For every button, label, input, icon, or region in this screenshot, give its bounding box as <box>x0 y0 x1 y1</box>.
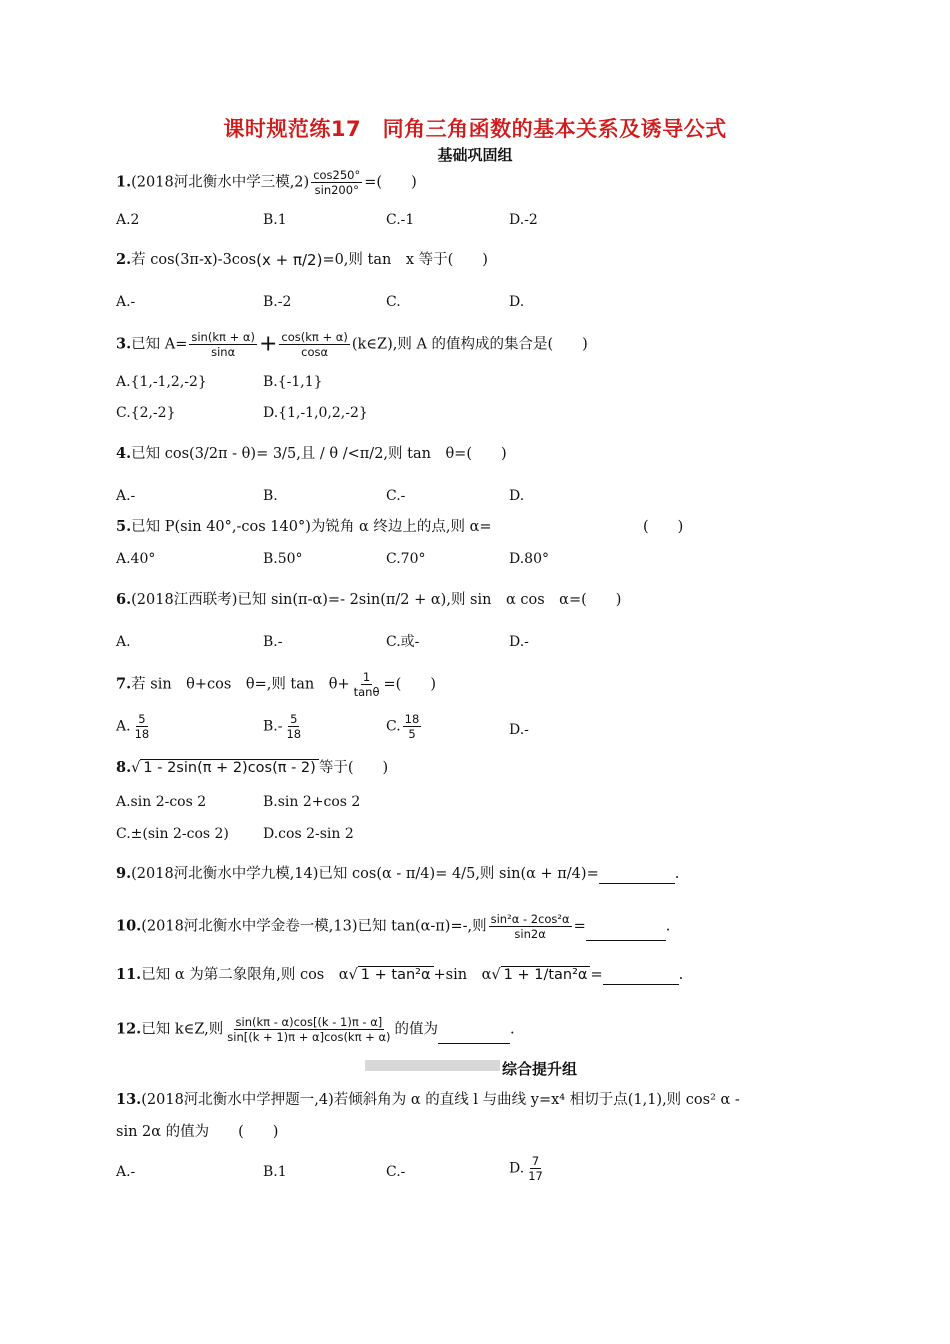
question-tail: (k∈Z),则 A 的值构成的集合是( ) <box>351 336 588 353</box>
question-2 <box>116 250 488 270</box>
question-tail: =( ) <box>383 676 436 693</box>
option-label: D. <box>509 1160 525 1177</box>
option-a: A.{1,-1,2,-2} <box>116 374 207 390</box>
numerator: 1 <box>362 670 371 684</box>
option-d: D.- <box>509 634 529 650</box>
question-text: 已知 k∈Z,则 <box>141 1021 224 1038</box>
option-label: B.- <box>263 718 283 735</box>
option-c: C. <box>386 294 401 310</box>
denominator: 5 <box>408 727 416 741</box>
math-expression: = 3/5 <box>256 446 297 462</box>
option-a: A.40° <box>116 551 156 567</box>
numerator: cos(kπ + α) <box>281 330 348 344</box>
denominator: 18 <box>286 727 302 741</box>
answer-blank[interactable] <box>438 1027 510 1044</box>
option-c: C.或- <box>386 634 420 650</box>
option-a <box>116 712 153 741</box>
option-c: C.±(sin 2-cos 2) <box>116 826 229 842</box>
question-text: ,则 sin <box>475 866 521 882</box>
fraction <box>489 912 572 941</box>
question-text: 已知 cos <box>131 446 190 462</box>
denominator: sinα <box>211 345 236 359</box>
question-number: 11. <box>116 966 142 983</box>
answer-blank[interactable] <box>599 867 675 884</box>
option-d: D. <box>509 294 525 310</box>
denominator: sin200° <box>314 183 359 197</box>
question-text: (2018河北衡水中学九模,14)已知 cos <box>131 866 377 882</box>
option-b: B.50° <box>263 551 303 567</box>
question-12: 12.已知 k∈Z,则 $\frac{\sin(k\pi - \alpha)\cos[(k - 1)\pi - \alpha]}{\sin[(k + 1)\pi + \alpha]\cos(k\pi + \alpha)}$ 的值为 . <box>116 1015 515 1044</box>
option-a: A.- <box>116 488 136 504</box>
question-11: 11.已知 α 为第二象限角,则 cos α√ 1 + tan²α +sin α√ 1 + 1/tan²α = . <box>116 966 684 983</box>
math-expression: (π/2 + α) <box>380 592 447 608</box>
question-5 <box>116 517 492 537</box>
question-tail: 等于( ) <box>318 760 389 776</box>
question-tail: = <box>586 866 599 882</box>
question-number: 7. <box>116 675 132 693</box>
option-b: B.-2 <box>263 294 292 310</box>
option-label: C. <box>386 718 401 735</box>
question-10: 10.(2018河北衡水中学金卷一模,13)已知 tan(α-π)=-,则 $\frac{\text{sin²α - 2cos²α}}{\sin 2\alpha}$ = . <box>116 912 671 941</box>
fraction <box>284 712 303 741</box>
question-3 <box>116 330 588 359</box>
fraction <box>403 712 422 741</box>
question-9: 9.(2018河北衡水中学九模,14)已知 cos(α - π/4)= 4/5,则 sin(α + π/4)= . <box>116 865 680 882</box>
question-13 <box>116 1090 740 1110</box>
question-tail: = <box>590 967 603 983</box>
option-b: B.1 <box>263 1164 287 1180</box>
math-expression: = 4/5 <box>435 866 476 882</box>
sqrt-sign: √ <box>131 760 141 776</box>
question-text: 已知 A= <box>131 336 188 353</box>
numerator: sin(kπ - α)cos[(k - 1)π - α] <box>235 1015 383 1029</box>
question-number: 12. <box>116 1020 142 1038</box>
option-a: A.2 <box>116 212 140 228</box>
denominator: tanθ <box>353 685 380 699</box>
option-c: C.{2,-2} <box>116 405 176 421</box>
option-d: D.cos 2-sin 2 <box>263 826 354 842</box>
option-b: B.sin 2+cos 2 <box>263 794 361 810</box>
option-d: D.-2 <box>509 212 538 228</box>
fraction <box>133 712 152 741</box>
section-heading-basic: 基础巩固组 <box>437 146 513 164</box>
section-heading-advanced: 综合提升组 <box>502 1060 578 1078</box>
fraction <box>189 330 257 359</box>
numerator: sin²α - 2cos²α <box>490 912 570 926</box>
fraction <box>526 1154 545 1183</box>
question-text: 已知 P(sin 40°,-cos 140°)为锐角 α 终边上的点,则 α= <box>131 519 492 535</box>
question-text: 若 sin θ+cos θ=,则 tan θ+ <box>131 676 350 693</box>
option-d <box>509 1154 547 1183</box>
question-7 <box>116 670 436 699</box>
question-number: 8. <box>116 759 132 776</box>
question-number: 6. <box>116 591 132 608</box>
math-expression: (α - π/4) <box>376 866 436 882</box>
option-b: B.{-1,1} <box>263 374 323 390</box>
question-tail: =0,则 tan x 等于( ) <box>322 252 488 268</box>
option-c: C.70° <box>386 551 426 567</box>
denominator: 17 <box>528 1169 543 1183</box>
question-text: 若 cos(3π-x)-3cos <box>131 252 257 268</box>
question-number: 1. <box>116 173 132 191</box>
numerator: 5 <box>138 712 146 726</box>
numerator: cos250° <box>313 168 361 182</box>
option-b <box>263 712 305 741</box>
option-d: D.- <box>509 722 529 738</box>
question-text: 已知 α 为第二象限角,则 cos α <box>141 967 349 983</box>
question-number: 13. <box>116 1091 142 1108</box>
answer-blank[interactable] <box>586 924 666 941</box>
numerator: sin(kπ + α) <box>191 330 255 344</box>
option-d: D. <box>509 488 525 504</box>
option-a: A.- <box>116 1164 136 1180</box>
option-b: B. <box>263 488 278 504</box>
numerator: 7 <box>531 1154 540 1168</box>
fraction <box>279 330 349 359</box>
question-8 <box>116 758 388 778</box>
option-a: A.- <box>116 294 136 310</box>
radicand: 1 + 1/tan²α <box>501 966 591 983</box>
answer-paren: ( ) <box>643 519 684 535</box>
question-tail: ,且 / θ /<π/2,则 tan θ=( ) <box>296 446 507 462</box>
question-13-line-2: sin 2α 的值为 ( ) <box>116 1124 279 1140</box>
question-number: 2. <box>116 251 132 268</box>
fraction <box>225 1015 392 1044</box>
option-c: C.- <box>386 488 406 504</box>
question-text: +sin α <box>433 967 492 983</box>
question-number: 3. <box>116 335 132 353</box>
question-text: (2018河北衡水中学金卷一模,13)已知 tan(α-π)=-,则 <box>141 918 487 935</box>
option-c <box>386 712 423 741</box>
question-number: 4. <box>116 445 132 462</box>
numerator: 5 <box>290 712 298 726</box>
radicand: 1 + tan²α <box>358 966 434 983</box>
page-title: 课时规范练17 同角三角函数的基本关系及诱导公式 <box>223 117 727 141</box>
question-number: 10. <box>116 917 142 935</box>
question-tail: ,则 sin α cos α=( ) <box>446 592 622 608</box>
option-b: B.1 <box>263 212 287 228</box>
question-source: (2018河北衡水中学三模,2) <box>131 174 310 191</box>
numerator: 18 <box>404 712 420 726</box>
option-d: D.80° <box>509 551 549 567</box>
denominator: sin2α <box>514 927 546 941</box>
radicand: 1 - 2sin(π + 2)cos(π - 2) <box>140 759 318 776</box>
question-4 <box>116 444 507 464</box>
question-tail: =( ) <box>364 174 417 191</box>
option-label: A. <box>116 718 131 735</box>
question-text: (2018江西联考)已知 sin(π-α)=- 2sin <box>131 592 381 608</box>
sqrt-sign: √ <box>491 967 501 983</box>
question-1 <box>116 168 417 197</box>
fraction <box>352 670 382 699</box>
section-divider <box>365 1060 500 1071</box>
option-c: C.- <box>386 1164 406 1180</box>
option-b: B.- <box>263 634 283 650</box>
denominator: 18 <box>134 727 150 741</box>
question-6 <box>116 590 621 610</box>
math-expression: (α + π/4) <box>520 866 587 882</box>
denominator: sin[(k + 1)π + α]cos(kπ + α) <box>227 1030 391 1044</box>
option-a: A.sin 2-cos 2 <box>116 794 207 810</box>
fraction <box>311 168 362 197</box>
question-number: 5. <box>116 518 132 535</box>
answer-blank[interactable] <box>603 968 679 985</box>
option-c: C.-1 <box>386 212 415 228</box>
question-tail: 的值为 <box>394 1021 439 1038</box>
math-expression: (x + π/2) <box>256 251 323 269</box>
denominator: cosα <box>301 345 329 359</box>
question-text: (2018河北衡水中学押题一,4)若倾斜角为 α 的直线 l 与曲线 y=x⁴ 相切于点(1,1),则 cos² α - <box>141 1092 740 1108</box>
plus-sign: + <box>258 331 278 357</box>
question-tail: = <box>573 918 586 935</box>
option-d: D.{1,-1,0,2,-2} <box>263 405 368 421</box>
question-number: 9. <box>116 865 132 882</box>
sqrt-sign: √ <box>348 967 358 983</box>
option-a: A. <box>116 634 131 650</box>
math-expression: (3/2π - θ) <box>189 446 257 462</box>
